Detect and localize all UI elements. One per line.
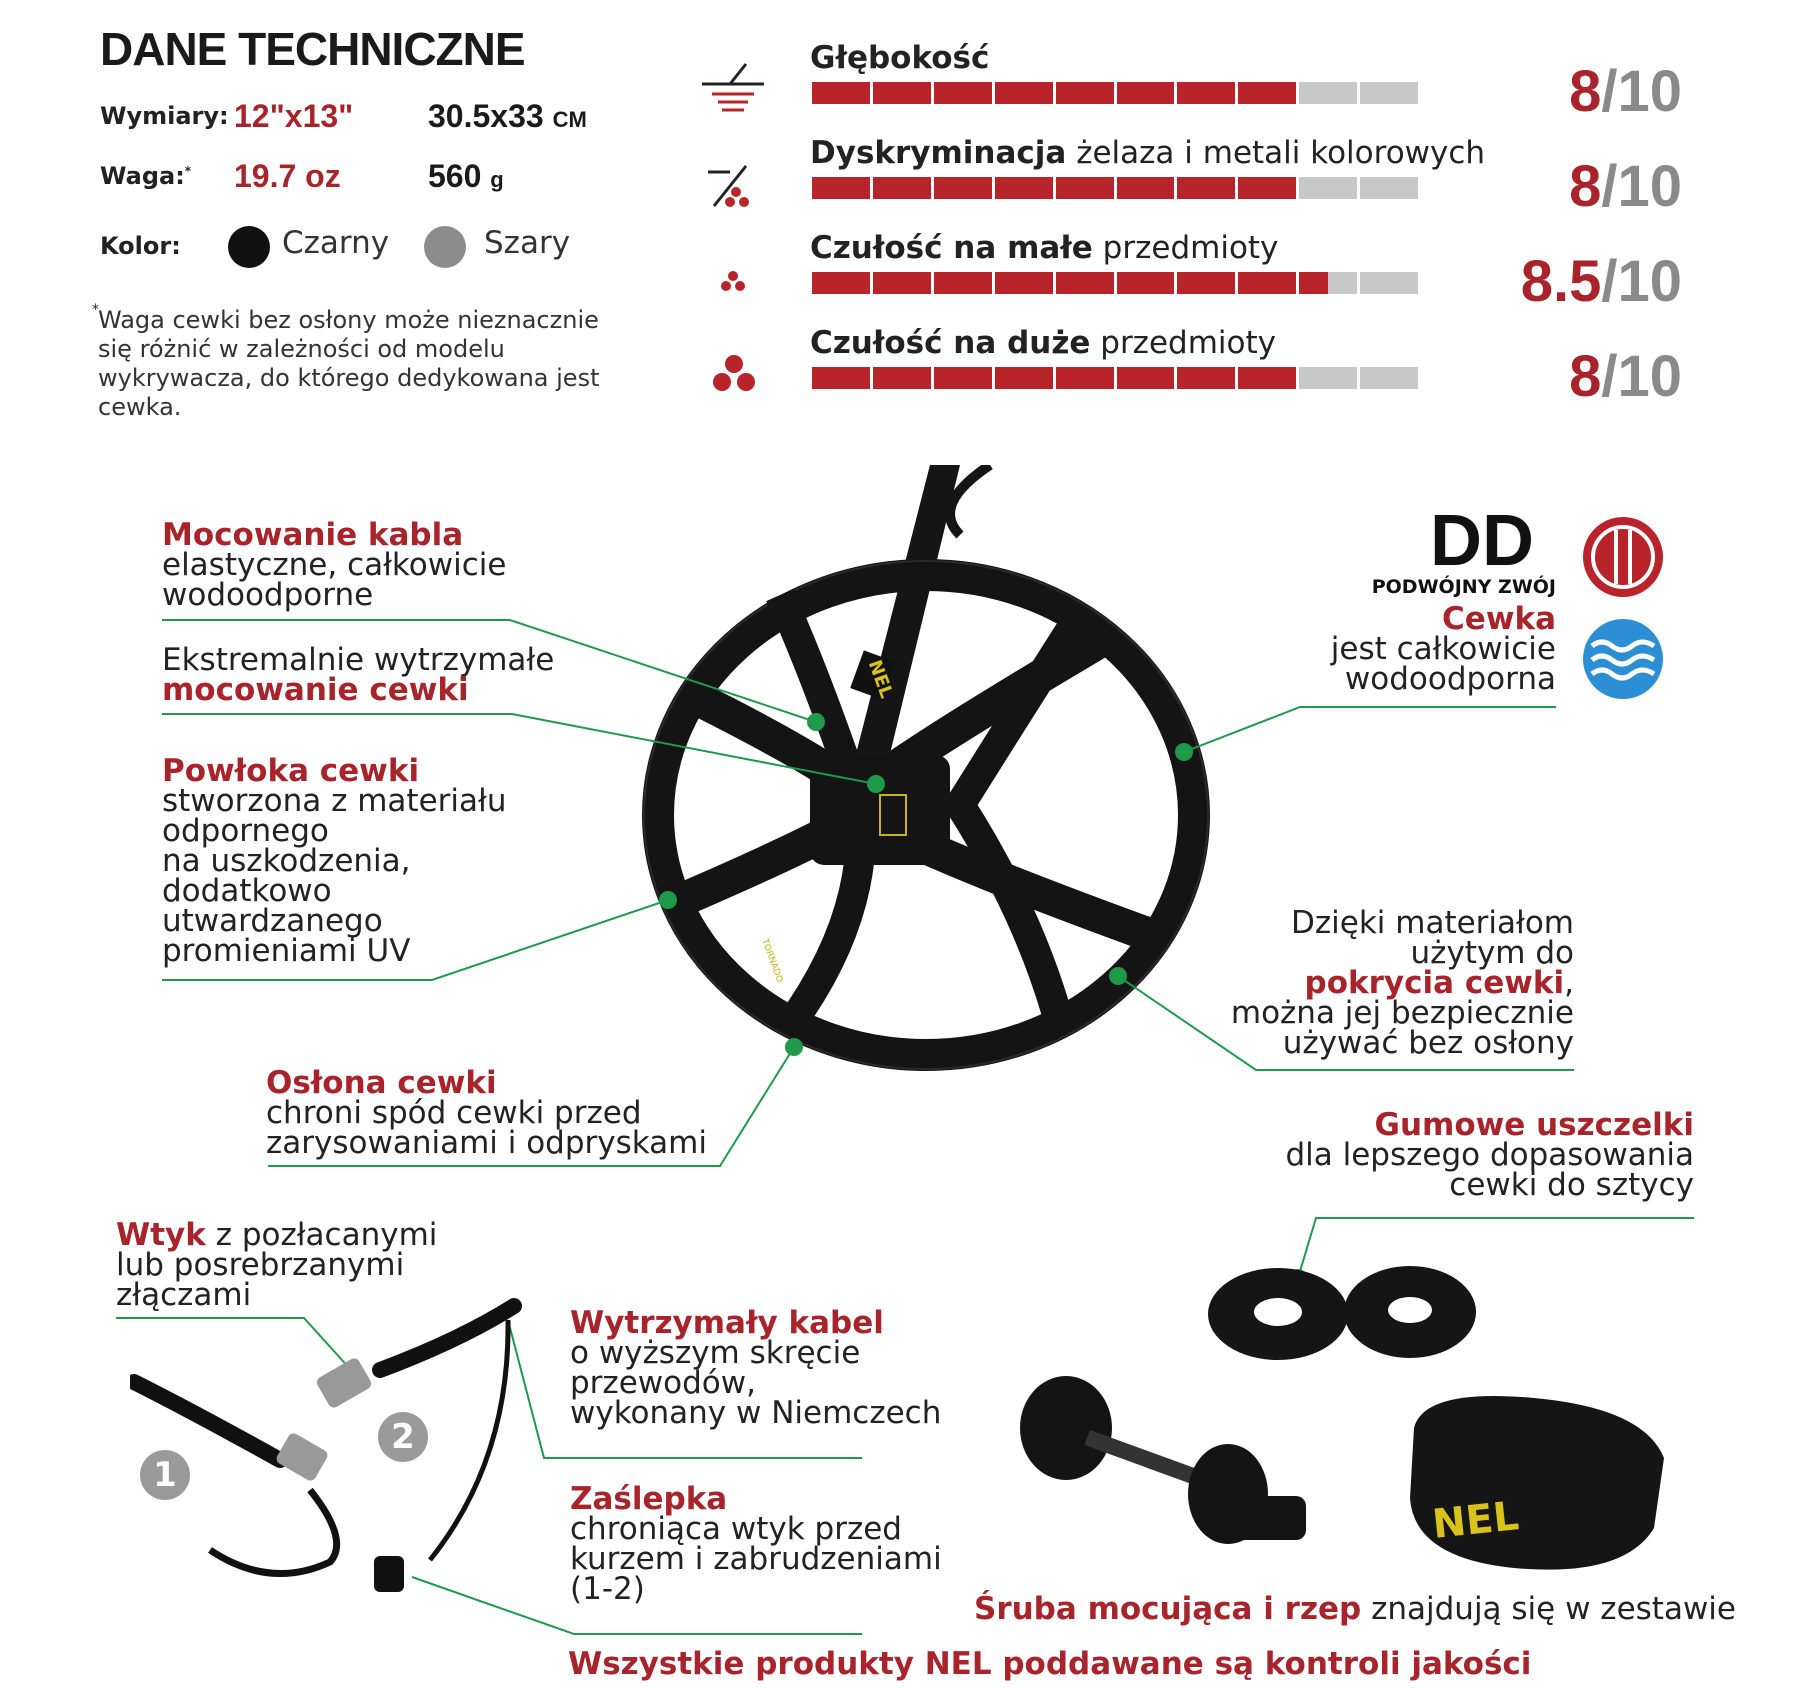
rating-score-value: 8: [1569, 59, 1602, 124]
footer-quality: Wszystkie produkty NEL poddawane są kontroli jakości: [568, 1646, 1532, 1682]
callout-cover: [266, 1065, 707, 1161]
rating-title-bold: Czułość na duże: [810, 325, 1091, 361]
callout-cable-mount-line2: wodoodporne: [162, 577, 374, 613]
callout-screw-rest: znajdują się w zestawie: [1361, 1591, 1736, 1627]
rating-score-max: /10: [1601, 154, 1682, 219]
callout-cable-line1: o wyższym skręcie: [570, 1335, 861, 1371]
callout-materials-line4: używać bez osłony: [1282, 1025, 1574, 1061]
callout-cable-line2: przewodów,: [570, 1365, 756, 1401]
rating-title-bold: Głębokość: [810, 40, 990, 76]
callout-cap-line2: kurzem i zabrudzeniami: [570, 1541, 942, 1577]
callout-coating-line: utwardzanego: [162, 903, 383, 939]
callout-seals-line2: cewki do sztycy: [1449, 1167, 1694, 1203]
rating-score-max: /10: [1601, 344, 1682, 409]
callout-plug-line1: z pozłacanymi: [205, 1217, 438, 1253]
rating-score-value: 8.5: [1520, 249, 1602, 314]
callout-coil-mount-line1: Ekstremalnie wytrzymałe: [162, 642, 555, 678]
callout-materials-line1: Dzięki materiałom: [1291, 905, 1574, 941]
weight-imperial: 19.7 oz: [234, 158, 341, 194]
dimensions-metric-unit: CM: [552, 107, 587, 132]
color-label: Kolor:: [100, 232, 181, 260]
callout-waterproof-line1: jest całkowicie: [1330, 631, 1556, 667]
callout-materials-comma: ,: [1564, 965, 1574, 1001]
velcro-strap-image: [1394, 1388, 1676, 1588]
callout-materials-line3: można jej bezpiecznie: [1230, 995, 1574, 1031]
number-badge-2: 2: [378, 1412, 428, 1462]
note-asterisk: *: [92, 302, 99, 318]
rubber-seals-image: [1200, 1240, 1490, 1370]
color-name-black: Czarny: [282, 225, 390, 261]
callout-cable-mount-line1: elastyczne, całkowicie: [162, 547, 507, 583]
rating-title-bold: Dyskryminacja: [810, 135, 1067, 171]
coil-model-label: TORNADO: [759, 937, 785, 985]
cable-connector-image: [130, 1290, 530, 1610]
mounting-screw-image: [1010, 1370, 1320, 1570]
callout-screw: [974, 1591, 1736, 1627]
rating-title-rest: żelaza i metali kolorowych: [1066, 135, 1486, 171]
callout-coating: [162, 753, 507, 969]
rating-title-rest: przedmioty: [1092, 230, 1279, 266]
callout-plug-heading: Wtyk: [116, 1217, 206, 1253]
callout-coil-mount-heading: mocowanie cewki: [162, 672, 469, 708]
callout-waterproof-line2: wodoodporna: [1344, 661, 1556, 697]
callout-coating-line: na uszkodzenia,: [162, 843, 411, 879]
callout-coating-line: stworzona z materiału: [162, 783, 507, 819]
weight-note: Waga cewki bez osłony może nieznacznie się różnić w zależności od modelu wykrywacza, do którego dedykowana jest cewka.: [98, 306, 600, 421]
callout-materials: [1176, 905, 1574, 1061]
callout-cable-line3: wykonany w Niemczech: [570, 1395, 942, 1431]
callout-cable-heading: Wytrzymały kabel: [570, 1305, 884, 1341]
callout-coating-line: promieniami UV: [162, 933, 411, 969]
weight-metric-value: 560: [428, 158, 482, 194]
callout-screw-heading: Śruba mocująca i rzep: [974, 1591, 1362, 1627]
callout-materials-line2: użytym do: [1410, 935, 1574, 971]
callout-plug-line3: złączami: [116, 1277, 252, 1313]
rating-score-value: 8: [1569, 344, 1602, 409]
callout-coating-line: odpornego: [162, 813, 329, 849]
dimensions-label: Wymiary:: [100, 102, 229, 130]
callout-cover-line1: chroni spód cewki przed: [266, 1095, 642, 1131]
callout-cable: [570, 1305, 942, 1431]
callout-seals: [1190, 1107, 1694, 1203]
callout-materials-heading: pokrycia cewki: [1304, 965, 1565, 1001]
rating-title-bold: Czułość na małe: [810, 230, 1093, 266]
callout-cover-heading: Osłona cewki: [266, 1065, 497, 1101]
shaft-brand-label: NEL: [863, 657, 897, 701]
dd-title: DD: [1430, 501, 1534, 581]
callout-waterproof-heading: Cewka: [1442, 601, 1556, 637]
callout-cap-heading: Zaślepka: [570, 1481, 728, 1517]
callout-cable-mount: [162, 517, 507, 613]
strap-brand-label: NEL: [1430, 1493, 1521, 1548]
rating-title-rest: przedmioty: [1090, 325, 1276, 361]
weight-metric-unit: g: [490, 167, 504, 192]
callout-coil-mount: [162, 642, 555, 708]
waterproof-waves-icon: [1580, 616, 1666, 702]
callout-coating-heading: Powłoka cewki: [162, 753, 420, 789]
callout-cap: [570, 1481, 942, 1607]
rating-score-max: /10: [1601, 59, 1682, 124]
rating-score-max: /10: [1601, 249, 1682, 314]
callout-coating-line: dodatkowo: [162, 873, 332, 909]
spec-title: DANE TECHNICZNE: [100, 23, 525, 75]
dimensions-imperial: 12"x13": [234, 98, 354, 134]
callout-plug-line2: lub posrebrzanymi: [116, 1247, 405, 1283]
color-name-gray: Szary: [484, 225, 571, 261]
callout-cable-mount-heading: Mocowanie kabla: [162, 517, 464, 553]
number-badge-1: 1: [140, 1450, 190, 1500]
weight-label-text: Waga:: [100, 162, 185, 190]
double-coil-icon: [1580, 514, 1666, 600]
callout-waterproof: [1200, 601, 1556, 697]
dd-subtitle: PODWÓJNY ZWÓJ: [1371, 576, 1556, 598]
weight-asterisk: *: [184, 164, 192, 178]
callout-cover-line2: zarysowaniami i odpryskami: [266, 1125, 707, 1161]
callout-cap-line1: chroniąca wtyk przed: [570, 1511, 902, 1547]
callout-seals-line1: dla lepszego dopasowania: [1285, 1137, 1694, 1173]
dimensions-metric-value: 30.5x33: [428, 98, 544, 134]
callout-seals-heading: Gumowe uszczelki: [1374, 1107, 1694, 1143]
callout-cap-line3: (1-2): [570, 1571, 645, 1607]
rating-score-value: 8: [1569, 154, 1602, 219]
